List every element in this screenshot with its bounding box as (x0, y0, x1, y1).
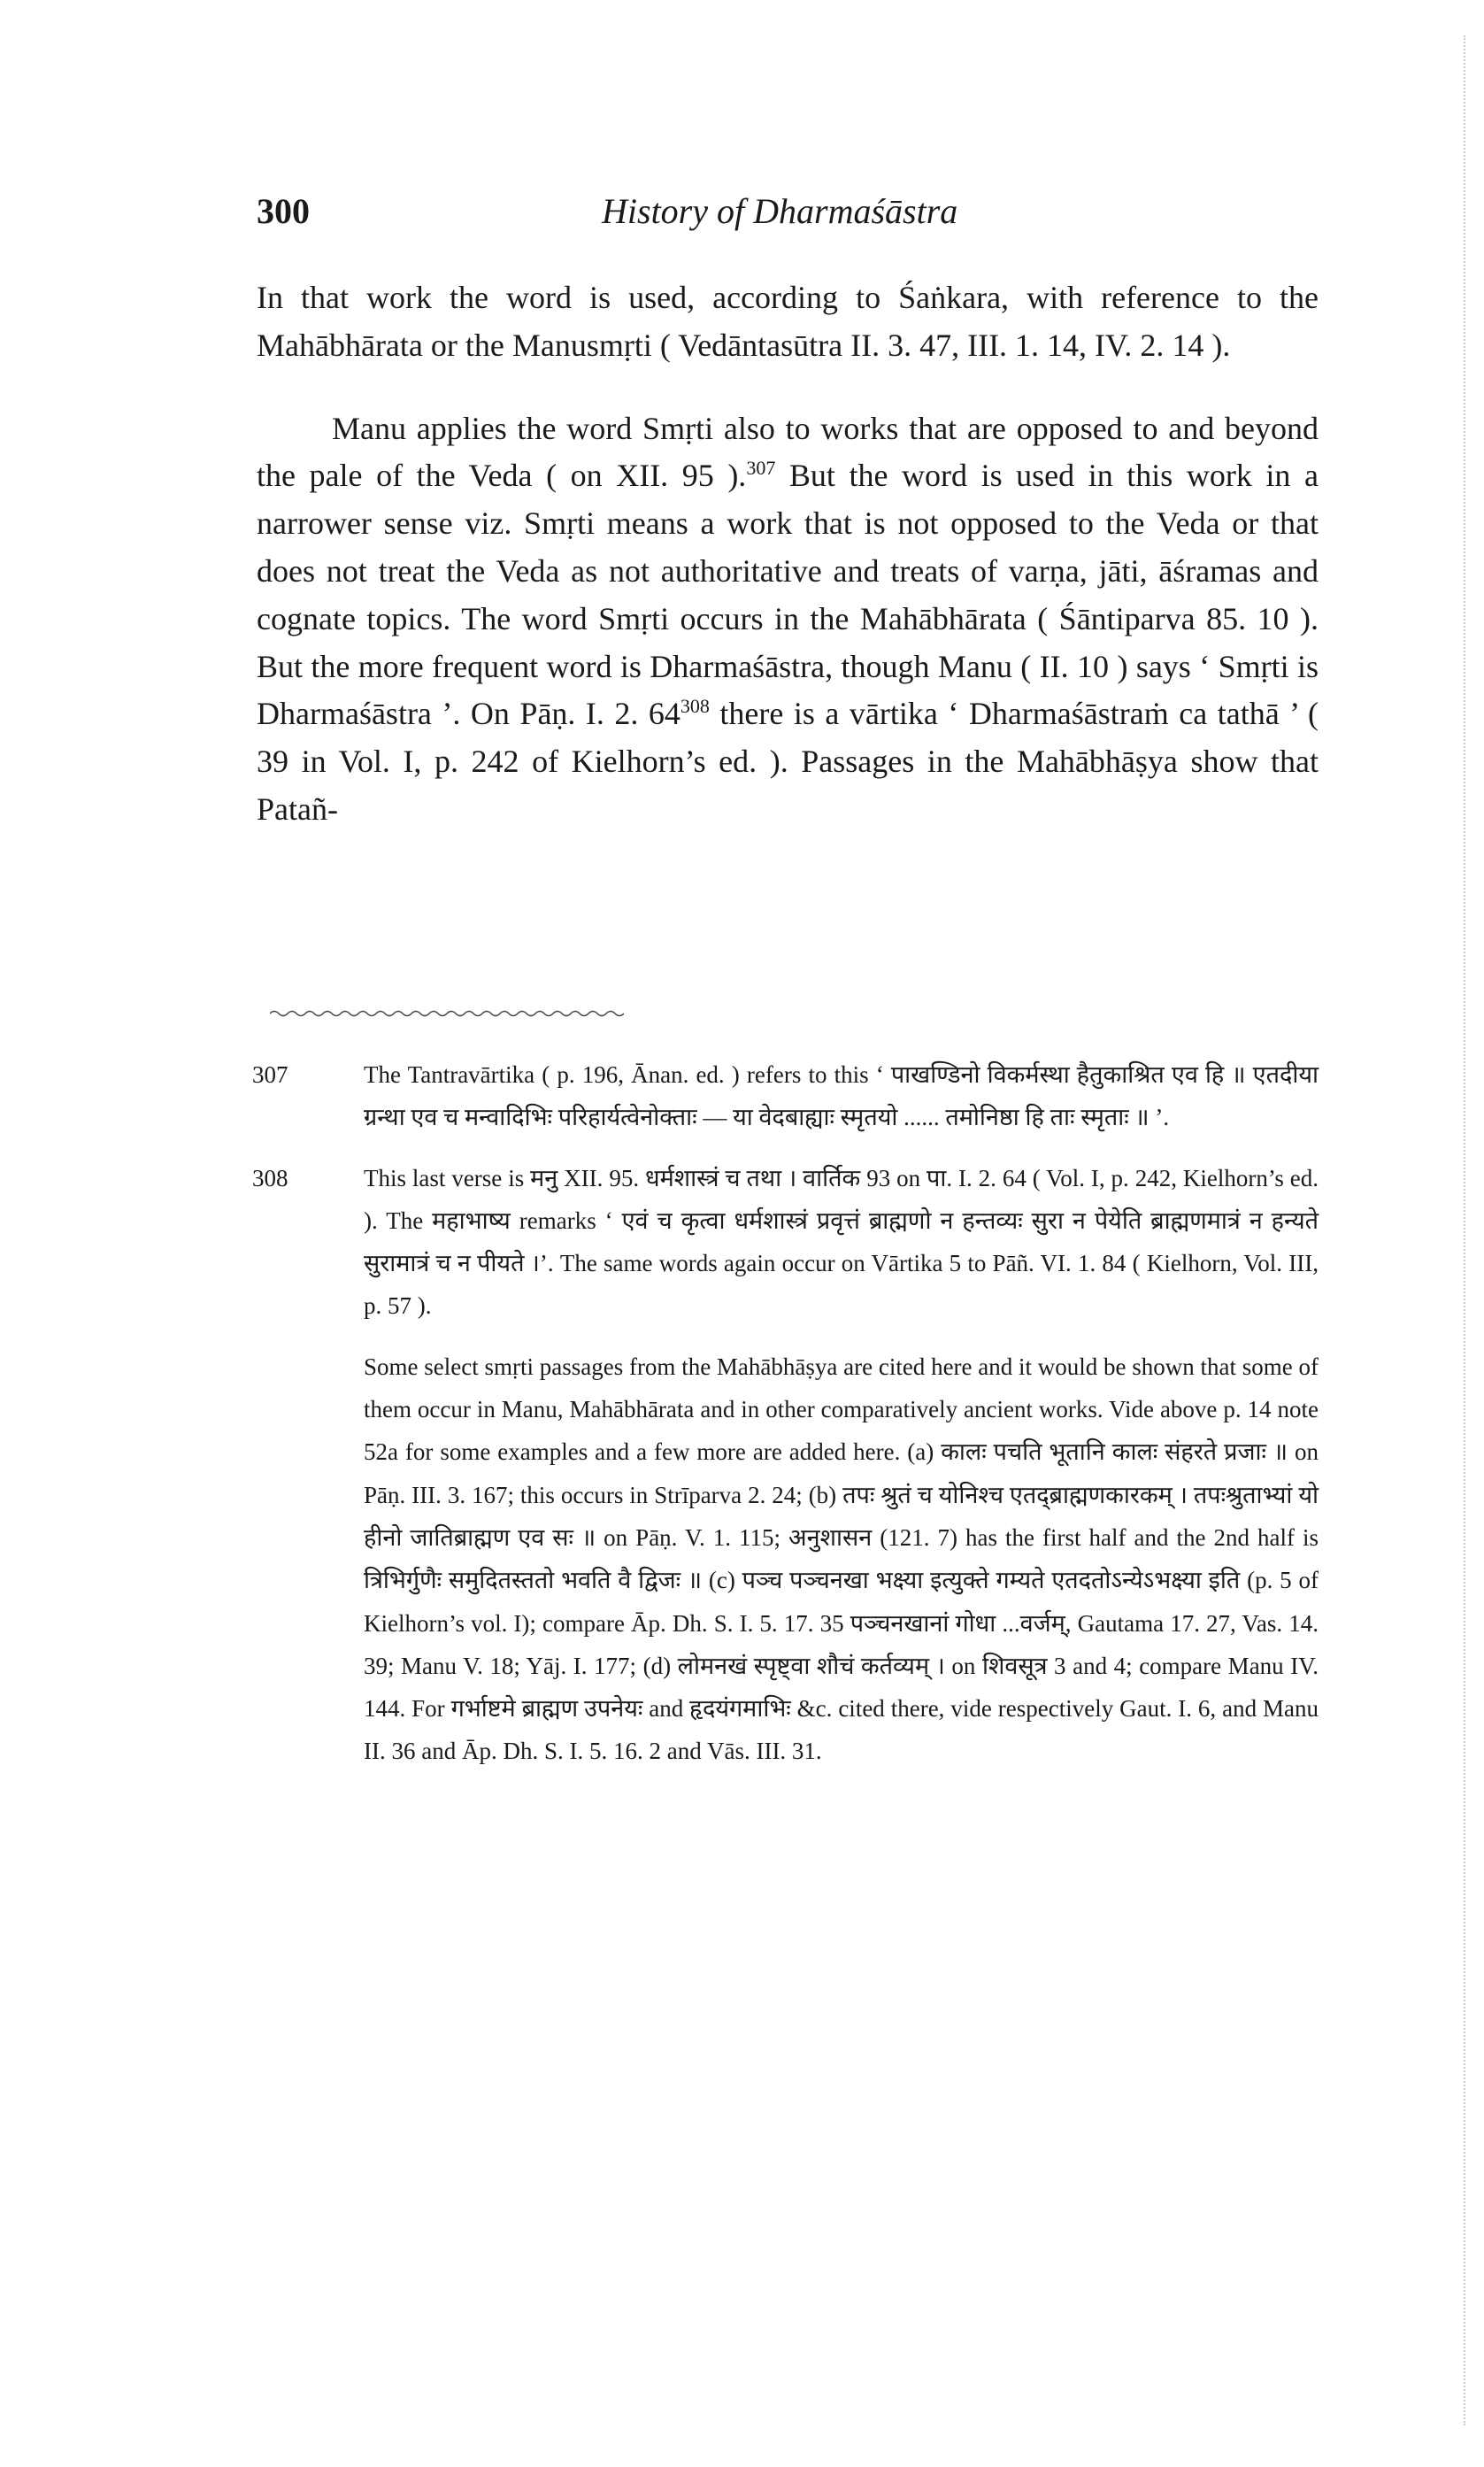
page-header (257, 190, 1319, 243)
footnote-ref-308: 308 (680, 695, 710, 718)
paragraph-2-part-b: But the word is used in this work in a narrower sense viz. Smṛti means a work that is not opposed to the Veda or that does not treat the Veda as not authoritative and treats of varṇa, jāti, āśramas and cognate topics. The word Smṛti occurs in the Mahābhārata ( Śāntiparva 85. 10 ). But the more frequent word is Dharmaśāstra, though Manu ( II. 10 ) says ‘ Smṛti is Dharmaśāstra ’. On Pāṇ. I. 2. 64 (257, 458, 1319, 732)
footnote-separator (270, 1009, 624, 1018)
paragraph-2-part-a: Manu applies the word Smṛti also to works that are opposed to and beyond the pale of the Veda ( on XII. 95 ). (257, 410, 1319, 494)
paragraph-1: In that work the word is used, according to Śaṅkara, with reference to the Mahābhārata or the Manusmṛti ( Vedāntasūtra II. 3. 47, III. 1. 14, IV. 2. 14 ). (257, 280, 1319, 363)
paragraph-2 (257, 405, 1319, 834)
footnote-text: This last verse is मनु XII. 95. धर्मशास्त्रं च तथा । वार्तिक 93 on पा. I. 2. 64 ( Vol. I, p. 242, Kielhorn’s ed. ). The महाभाष्य remarks ‘ एवं च कृत्वा धर्मशास्त्रं प्रवृत्तं ब्राह्मणो न हन्तव्यः सुरा न पेयेति ब्राह्मणमात्रं न हन्यते सुरामात्रं च न पीयते ।’. The same words again occur on Vārtika 5 to Pāñ. VI. 1. 84 ( Kielhorn, Vol. III, p. 57 ). (364, 1164, 1319, 1320)
footnote-text: The Tantravārtika ( p. 196, Ānan. ed. ) refers to this ‘ पाखण्डिनो विकर्मस्था हैतुकाश्रित एव हि ॥ एतदीया ग्रन्था एव च मन्वादिभिः परिहार्यत्वेनोक्ताः — या वेदबाह्याः स्मृतयो ...... तमोनिष्ठा हि ताः स्मृताः ॥ ’. (364, 1061, 1319, 1131)
footnote-number: 307 (252, 1061, 288, 1088)
footnote-number: 308 (252, 1164, 288, 1191)
footnote-307 (252, 1053, 1319, 1139)
footnote-308 (252, 1157, 1319, 1328)
scan-edge-rule (1464, 35, 1465, 2425)
paragraph-2-part-c: there is a vārtika ‘ Dharmaśāstraṁ ca tathā ’ ( 39 in Vol. I, p. 242 of Kielhorn’s ed. ). Passages in the Mahābhāṣya show that Patañ- (257, 696, 1319, 827)
page-number: 300 (257, 191, 310, 231)
running-title: History of Dharmaśāstra (602, 191, 958, 231)
footnotes (252, 1053, 1319, 1773)
footnote-ref-307: 307 (746, 457, 776, 480)
main-text (257, 274, 1319, 834)
footnote-308-continuation: Some select smṛti passages from the Mahābhāṣya are cited here and it would be shown that some of them occur in Manu, Mahābhārata and in other comparatively ancient works. Vide above p. 14 note 52a for some examples and a few more are added here. (a) कालः पचति भूतानि कालः संहरते प्रजाः ॥ on Pāṇ. III. 3. 167; this occurs in Strīparva 2. 24; (b) तपः श्रुतं च योनिश्च एतद्ब्राह्मणकारकम् । तपःश्रुताभ्यां यो हीनो जातिब्राह्मण एव सः ॥ on Pāṇ. V. 1. 115; अनुशासन (121. 7) has the first half and the 2nd half is त्रिभिर्गुणैः समुदितस्ततो भवति वै द्विजः ॥ (c) पञ्च पञ्चनखा भक्ष्या इत्युक्ते गम्यते एतदतोऽन्येऽभक्ष्या इति (p. 5 of Kielhorn’s vol. I); compare Āp. Dh. S. I. 5. 17. 35 पञ्चनखानां गोधा ...वर्जम्, Gautama 17. 27, Vas. 14. 39; Manu V. 18; Yāj. I. 177; (d) लोमनखं स्पृष्ट्वा शौचं कर्तव्यम् । on शिवसूत्र 3 and 4; compare Manu IV. 144. For गर्भाष्टमे ब्राह्मण उपनेयः and हृदयंगमाभिः &c. cited there, vide respectively Gaut. I. 6, and Manu II. 36 and Āp. Dh. S. I. 5. 16. 2 and Vās. III. 31. (364, 1353, 1319, 1765)
